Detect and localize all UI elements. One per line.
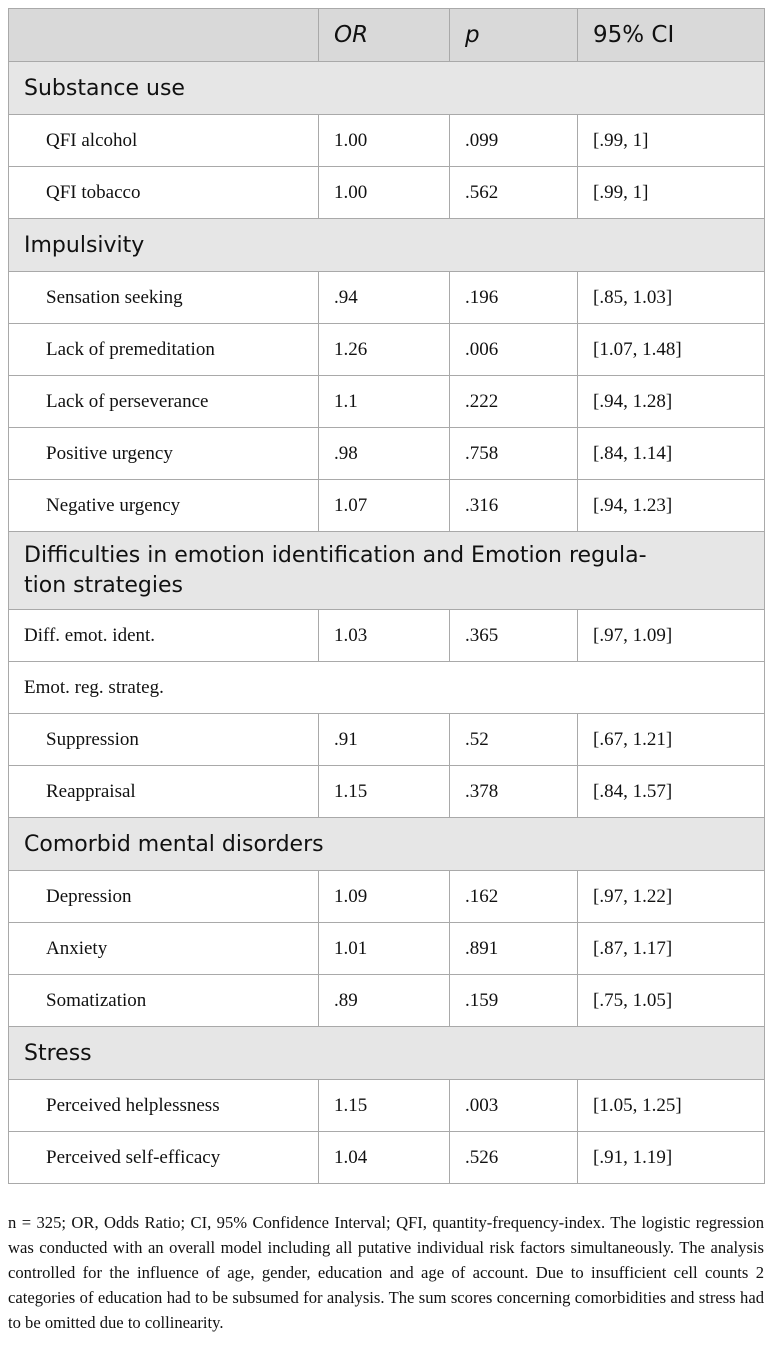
section-title-line-2: tion strategies bbox=[24, 572, 183, 598]
header-p: p bbox=[450, 9, 578, 62]
row-ci: [.67, 1.21] bbox=[578, 714, 765, 766]
section-title: Substance use bbox=[9, 62, 765, 115]
row-ci: [.99, 1] bbox=[578, 115, 765, 167]
row-ci: [.84, 1.14] bbox=[578, 428, 765, 480]
section-row-emotion bbox=[9, 532, 765, 610]
table-row bbox=[9, 1080, 765, 1132]
row-ci: [.87, 1.17] bbox=[578, 923, 765, 975]
row-label: Perceived helplessness bbox=[9, 1080, 319, 1132]
row-or: 1.15 bbox=[319, 1080, 450, 1132]
row-p: .003 bbox=[450, 1080, 578, 1132]
row-or: .91 bbox=[319, 714, 450, 766]
table-row bbox=[9, 923, 765, 975]
table-row bbox=[9, 871, 765, 923]
section-row-impulsivity bbox=[9, 219, 765, 272]
section-row-stress bbox=[9, 1027, 765, 1080]
row-or: 1.1 bbox=[319, 376, 450, 428]
row-label: Lack of premeditation bbox=[9, 324, 319, 376]
row-label: Somatization bbox=[9, 975, 319, 1027]
section-title: Comorbid mental disorders bbox=[9, 818, 765, 871]
row-or: 1.00 bbox=[319, 115, 450, 167]
row-p: .159 bbox=[450, 975, 578, 1027]
table-row bbox=[9, 115, 765, 167]
table-row bbox=[9, 428, 765, 480]
row-label: Positive urgency bbox=[9, 428, 319, 480]
row-or: 1.07 bbox=[319, 480, 450, 532]
section-title bbox=[9, 532, 765, 610]
row-p: .006 bbox=[450, 324, 578, 376]
row-p: .378 bbox=[450, 766, 578, 818]
row-label: Sensation seeking bbox=[9, 272, 319, 324]
row-or: 1.00 bbox=[319, 167, 450, 219]
row-or: 1.15 bbox=[319, 766, 450, 818]
row-or: .98 bbox=[319, 428, 450, 480]
section-title: Stress bbox=[9, 1027, 765, 1080]
header-or: OR bbox=[319, 9, 450, 62]
row-label: Lack of perseverance bbox=[9, 376, 319, 428]
row-ci: [.99, 1] bbox=[578, 167, 765, 219]
row-label: Reappraisal bbox=[9, 766, 319, 818]
section-row-comorbid bbox=[9, 818, 765, 871]
table-row bbox=[9, 610, 765, 662]
row-p: .562 bbox=[450, 167, 578, 219]
regression-table-container bbox=[8, 8, 764, 1184]
row-ci: [.94, 1.28] bbox=[578, 376, 765, 428]
table-row bbox=[9, 1132, 765, 1184]
table-row bbox=[9, 272, 765, 324]
table-row bbox=[9, 975, 765, 1027]
row-ci: [.75, 1.05] bbox=[578, 975, 765, 1027]
table-row bbox=[9, 167, 765, 219]
row-p: .099 bbox=[450, 115, 578, 167]
row-ci: [1.07, 1.48] bbox=[578, 324, 765, 376]
row-or: 1.03 bbox=[319, 610, 450, 662]
table-row bbox=[9, 480, 765, 532]
row-ci: [.84, 1.57] bbox=[578, 766, 765, 818]
row-label: Diff. emot. ident. bbox=[9, 610, 319, 662]
row-p: .162 bbox=[450, 871, 578, 923]
row-label: Depression bbox=[9, 871, 319, 923]
section-row-substance-use bbox=[9, 62, 765, 115]
row-ci: [.97, 1.09] bbox=[578, 610, 765, 662]
table-row bbox=[9, 766, 765, 818]
row-label: Suppression bbox=[9, 714, 319, 766]
subheading-label: Emot. reg. strateg. bbox=[9, 662, 765, 714]
row-label: QFI alcohol bbox=[9, 115, 319, 167]
row-p: .526 bbox=[450, 1132, 578, 1184]
row-p: .891 bbox=[450, 923, 578, 975]
row-p: .222 bbox=[450, 376, 578, 428]
table-header-row bbox=[9, 9, 765, 62]
row-ci: [1.05, 1.25] bbox=[578, 1080, 765, 1132]
row-or: 1.09 bbox=[319, 871, 450, 923]
regression-table bbox=[8, 8, 765, 1184]
header-ci: 95% CI bbox=[578, 9, 765, 62]
row-or: .94 bbox=[319, 272, 450, 324]
row-label: Perceived self-efficacy bbox=[9, 1132, 319, 1184]
header-label bbox=[9, 9, 319, 62]
row-ci: [.85, 1.03] bbox=[578, 272, 765, 324]
table-row bbox=[9, 714, 765, 766]
row-label: QFI tobacco bbox=[9, 167, 319, 219]
row-ci: [.91, 1.19] bbox=[578, 1132, 765, 1184]
table-row bbox=[9, 324, 765, 376]
row-ci: [.97, 1.22] bbox=[578, 871, 765, 923]
row-or: 1.04 bbox=[319, 1132, 450, 1184]
row-p: .365 bbox=[450, 610, 578, 662]
row-p: .316 bbox=[450, 480, 578, 532]
row-or: 1.01 bbox=[319, 923, 450, 975]
row-or: .89 bbox=[319, 975, 450, 1027]
table-row bbox=[9, 376, 765, 428]
row-label: Anxiety bbox=[9, 923, 319, 975]
row-ci: [.94, 1.23] bbox=[578, 480, 765, 532]
row-p: .758 bbox=[450, 428, 578, 480]
table-footnote: n = 325; OR, Odds Ratio; CI, 95% Confidence Interval; QFI, quantity-frequency-index. The logistic regression was conducted with an overall model including all putative individual risk factors simultaneously. The analysis controlled for the influence of age, gender, education and age of account. Due to insufficient cell counts 2 categories of education had to be subsumed for analysis. The sum scores concerning comorbidities and stress had to be omitted due to collinearity. bbox=[8, 1213, 764, 1332]
section-title: Impulsivity bbox=[9, 219, 765, 272]
section-title-line-1: Difficulties in emotion identification and Emotion regula- bbox=[24, 542, 647, 568]
subheading-row bbox=[9, 662, 765, 714]
row-p: .52 bbox=[450, 714, 578, 766]
row-label: Negative urgency bbox=[9, 480, 319, 532]
row-or: 1.26 bbox=[319, 324, 450, 376]
row-p: .196 bbox=[450, 272, 578, 324]
